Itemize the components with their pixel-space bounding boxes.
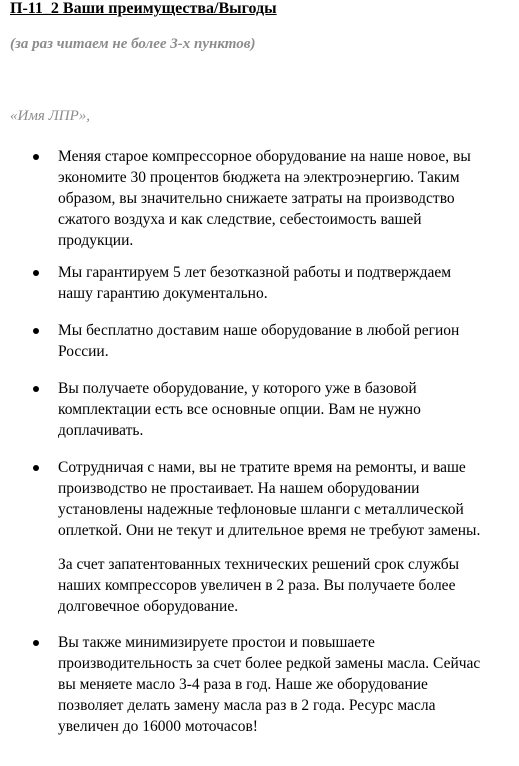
page-subtitle: (за раз читаем не более 3-х пунктов) [10, 36, 256, 52]
bullet-icon [33, 386, 39, 392]
list-item-text: Вы получаете оборудование, у которого уже в базовой комплектации есть все основные опции. Вам не нужно доплачивать. [58, 380, 421, 439]
bullet-icon [33, 270, 39, 276]
greeting-placeholder: «Имя ЛПР», [10, 108, 91, 124]
bullet-icon [33, 640, 39, 646]
list-item-text: Сотрудничая с нами, вы не тратите время на ремонты, и ваше производство не простаивает. На нашем оборудовании установлены надежные тефлоновые шланги с металлической оплеткой. Они не текут и длительное время не требуют замены. [58, 459, 481, 539]
list-item-text: За счет запатентованных технических решений срок службы наших компрессоров увеличен в 2 раза. Вы получаете более долговечное оборудование. [58, 556, 460, 615]
page-title: П-11_2 Ваши преимущества/Выгоды [10, 0, 277, 17]
list-item-text: Мы бесплатно доставим наше оборудование в любой регион России. [58, 322, 460, 360]
list-item-text: Меняя старое компрессорное оборудование на наше новое, вы экономите 30 процентов бюджета на электроэнергию. Таким образом, вы значительно снижаете затраты на производство сжатого воздуха и как следствие, себестоимость вашей продукции. [58, 148, 471, 249]
bullet-icon [33, 465, 39, 471]
list-item-text: Вы также минимизируете простои и повышаете производительность за счет более редкой замены масла. Сейчас вы меняете масло 3-4 раза в год. Наше же оборудование позволяет делать замену масла раз в 2 года. Ресурс масла увеличен до 16000 моточасов! [58, 634, 481, 735]
bullet-icon [33, 328, 39, 334]
list-item-text: Мы гарантируем 5 лет безотказной работы и подтверждаем нашу гарантию документально. [58, 264, 452, 302]
bullet-icon [33, 154, 39, 160]
